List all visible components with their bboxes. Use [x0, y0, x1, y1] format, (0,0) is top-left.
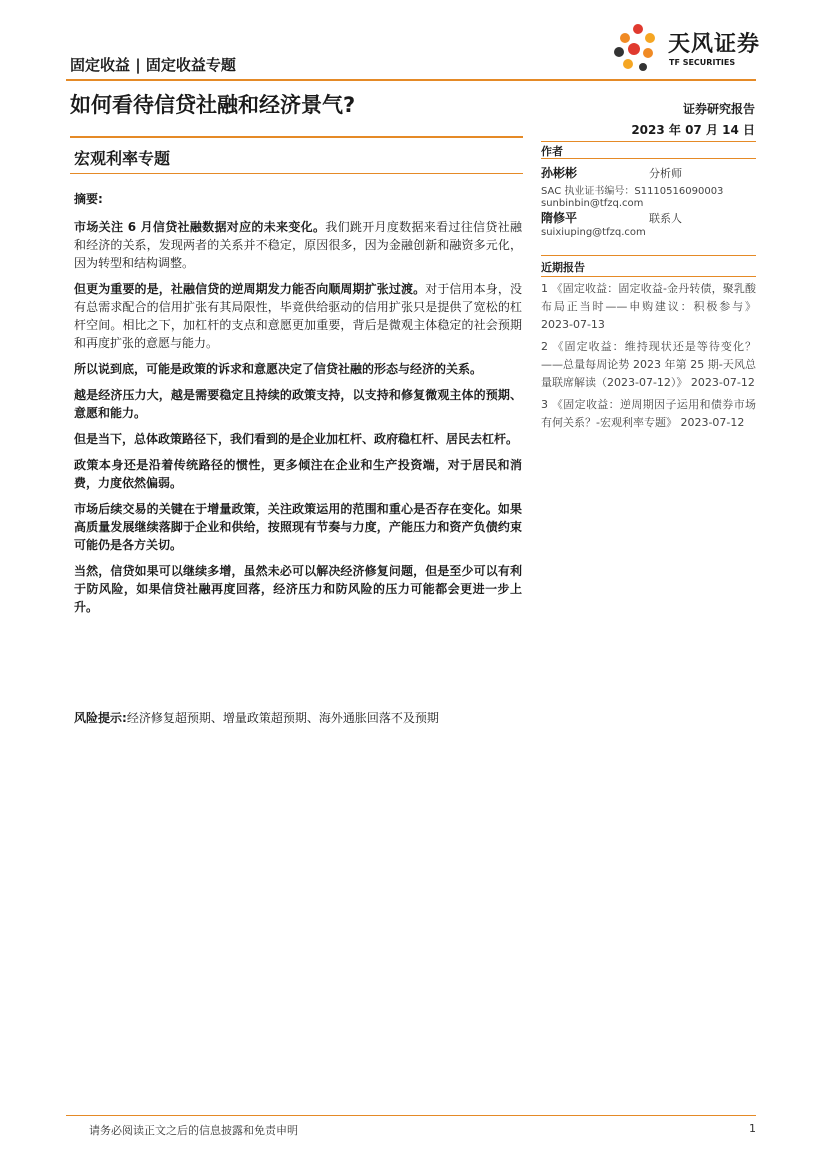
paragraph-bold: 但是当下，总体政策路径下，我们看到的是企业加杠杆、政府稳杠杆、居民去杠杆。: [74, 432, 519, 446]
author-block: [541, 164, 756, 209]
author-block: [541, 209, 756, 238]
risk-warning: [74, 709, 522, 727]
footer-divider: [66, 1115, 756, 1116]
paragraph-text: 我们跳开月度数据来看过往信贷社融和经济的关系，发现两者的关系并不稳定，原因很多，因为金融创新和融资多元化，因为转型和结构调整。: [74, 220, 522, 270]
logo-text-en: TF SECURITIES: [669, 58, 736, 67]
paragraph-bold: 但更为重要的是，社融信贷的逆周期发力能否向顺周期扩张过渡。: [74, 282, 426, 296]
author-email[interactable]: suixiuping@tfzq.com: [541, 227, 646, 238]
page-subtitle: 宏观利率专题: [74, 149, 171, 168]
paragraph-bold: 所以说到底，可能是政策的诉求和意愿决定了信贷社融的形态与经济的关系。: [74, 362, 483, 376]
paragraph-bold: 政策本身还是沿着传统路径的惯性，更多倾注在企业和生产投资端，对于居民和消费，力度依然偏弱。: [74, 458, 522, 490]
author-email[interactable]: sunbinbin@tfzq.com: [541, 198, 644, 209]
authors-label: 作者: [541, 145, 563, 158]
recent-top-divider: [541, 255, 756, 256]
author-role: 联系人: [649, 212, 682, 225]
summary-label: 摘要:: [74, 192, 103, 206]
company-logo: [612, 22, 762, 74]
paragraph-text: 对于信用本身，没有总需求配合的信用扩张有其局限性，毕竟供给驱动的信用扩张只是提供了宽松的杠杆空间。相比之下，加杠杆的支点和意愿更加重要，背后是微观主体稳定的社会预期和再度扩张的意愿与能力。: [74, 282, 522, 350]
summary-paragraph: [74, 386, 522, 422]
subtitle-divider: [70, 173, 523, 174]
title-divider: [70, 136, 523, 138]
recent-reports-list: [541, 280, 756, 432]
authors-divider: [541, 158, 756, 159]
author-role: 分析师: [649, 167, 682, 180]
summary-paragraph: [74, 500, 522, 554]
author-cert: SAC 执业证书编号：S1110516090003: [541, 186, 724, 197]
risk-text: 经济修复超预期、增量政策超预期、海外通胀回落不及预期: [126, 711, 439, 725]
summary-paragraph: [74, 456, 522, 492]
summary-paragraph: [74, 280, 522, 352]
report-category: 固定收益 | 固定收益专题: [70, 56, 236, 74]
paragraph-bold: 越是经济压力大，越是需要稳定且持续的政策支持，以支持和修复微观主体的预期、意愿和能力。: [74, 388, 522, 420]
logo-mark-icon: [612, 22, 664, 74]
paragraph-bold: 市场后续交易的关键在于增量政策，关注政策运用的范围和重心是否存在变化。如果高质量发展继续落脚于企业和供给，按照现有节奏与力度，产能压力和资产负债约束可能仍是各方关切。: [74, 502, 522, 552]
paragraph-bold: 市场关注 6 月信贷社融数据对应的未来变化。: [74, 220, 326, 234]
risk-label: 风险提示:: [74, 711, 127, 725]
footer-disclaimer: 请务必阅读正文之后的信息披露和免责申明: [89, 1124, 298, 1137]
paragraph-bold: 当然，信贷如果可以继续多增，虽然未必可以解决经济修复问题，但是至少可以有利于防风险，如果信贷社融再度回落，经济压力和防风险的压力可能都会更进一步上升。: [74, 564, 522, 614]
summary-section: [74, 190, 522, 624]
recent-reports-label: 近期报告: [541, 261, 585, 274]
author-name: 隋修平: [541, 211, 578, 225]
report-type: 证券研究报告: [682, 102, 755, 116]
summary-paragraph: [74, 218, 522, 272]
report-date: 2023 年 07 月 14 日: [631, 123, 755, 137]
recent-report-item[interactable]: 1 《固定收益：固定收益-金丹转债，聚乳酸布局正当时——申购建议：积极参与》 2023-07-13: [541, 282, 756, 331]
header-divider: [66, 79, 756, 81]
logo-text-cn: 天风证券: [668, 32, 761, 57]
author-name: 孙彬彬: [541, 166, 578, 180]
summary-paragraph: [74, 360, 522, 378]
page-number: 1: [749, 1122, 756, 1135]
sidebar-top-divider: [541, 141, 756, 142]
recent-report-item[interactable]: 3 《固定收益：逆周期因子运用和债券市场有何关系？-宏观利率专题》 2023-07-12: [541, 398, 756, 429]
page-title: 如何看待信贷社融和经济景气?: [70, 93, 356, 117]
summary-paragraph: [74, 562, 522, 616]
summary-paragraph: [74, 430, 522, 448]
recent-report-item[interactable]: 2 《固定收益：维持现状还是等待变化？——总量每周论势 2023 年第 25 期-天风总量联席解读（2023-07-12）》 2023-07-12: [541, 340, 756, 389]
recent-divider: [541, 276, 756, 277]
